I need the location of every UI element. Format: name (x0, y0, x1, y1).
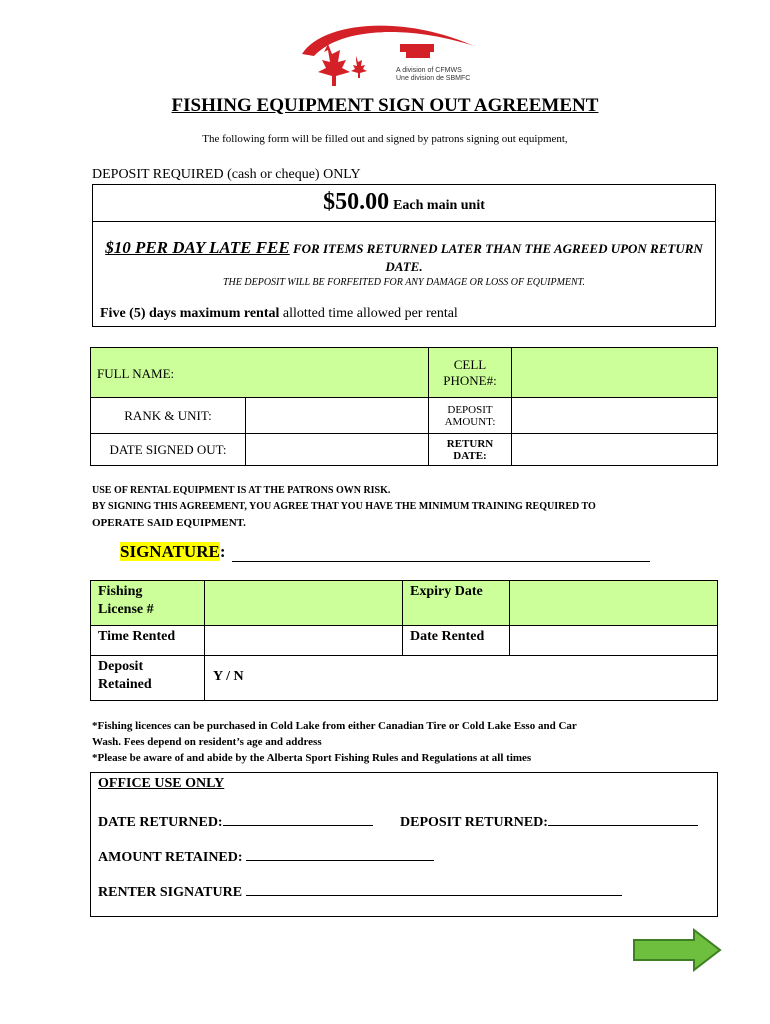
forfeit-notice: THE DEPOSIT WILL BE FORFEITED FOR ANY DAMAGE OR LOSS OF EQUIPMENT. (222, 277, 586, 288)
full-name-label: FULL NAME: (91, 348, 429, 398)
office-heading: OFFICE USE ONLY (98, 776, 225, 791)
renter-signature-label: RENTER SIGNATURE (98, 885, 243, 900)
expiry-date-label: Expiry Date (403, 581, 510, 626)
yes-no-value: Y / N (213, 669, 244, 684)
late-fee (103, 239, 705, 276)
deposit-required-label: DEPOSIT REQUIRED (cash or cheque) ONLY (92, 167, 361, 182)
arrow-right-icon[interactable] (632, 928, 724, 972)
date-signed-out-field[interactable] (246, 434, 429, 466)
license-table (90, 580, 718, 701)
rank-unit-field[interactable] (246, 398, 429, 434)
cfmws-logo (292, 16, 482, 88)
return-date-label: RETURN DATE: (429, 434, 512, 466)
late-fee-text: FOR ITEMS RETURNED LATER THAN THE AGREED UPON RETURN DATE. (292, 241, 703, 274)
deposit-retained-field[interactable] (205, 656, 718, 701)
time-rented-label: Time Rented (91, 626, 205, 656)
signature-label: SIGNATURE: (120, 542, 226, 561)
office-use-box (90, 772, 718, 917)
deposit-amount (93, 189, 715, 216)
deposit-retained-label: Deposit Retained (91, 656, 205, 701)
date-returned-row (98, 812, 373, 831)
expiry-date-field[interactable] (510, 581, 718, 626)
cell-phone-field[interactable] (512, 348, 718, 398)
late-fee-amount: $10 PER DAY LATE FEE (105, 238, 290, 257)
rental-period (100, 306, 458, 322)
date-rented-field[interactable] (510, 626, 718, 656)
deposit-returned-row (400, 812, 698, 831)
deposit-box (92, 184, 716, 327)
deposit-amount-field[interactable] (512, 398, 718, 434)
date-signed-out-label: DATE SIGNED OUT: (91, 434, 246, 466)
note-line-1: *Fishing licences can be purchased in Cold Lake from either Canadian Tire or Cold Lake Esso and Car (92, 720, 577, 732)
rental-rest: allotted time allowed per rental (282, 306, 458, 321)
rental-bold: Five (5) days maximum rental (100, 306, 280, 321)
risk-notice (92, 483, 596, 531)
fishing-license-label: Fishing License # (91, 581, 205, 626)
risk-line-3: OPERATE SAID EQUIPMENT. (92, 517, 246, 529)
signature-field[interactable] (232, 561, 650, 562)
license-notes (92, 718, 577, 766)
note-line-2: Wash. Fees depend on resident’s age and address (92, 736, 322, 748)
logo-text-1: A division of CFMWS (396, 67, 462, 74)
amount-value: $50.00 (323, 189, 390, 215)
date-returned-field[interactable] (223, 812, 373, 826)
logo-text-2: Une division de SBMFC (396, 75, 471, 82)
fishing-license-field[interactable] (205, 581, 403, 626)
deposit-amount-label: DEPOSIT AMOUNT: (429, 398, 512, 434)
amount-retained-row (98, 847, 434, 866)
renter-info-table (90, 347, 718, 466)
time-rented-field[interactable] (205, 626, 403, 656)
deposit-returned-label: DEPOSIT RETURNED: (400, 815, 548, 830)
renter-signature-field[interactable] (246, 882, 622, 896)
renter-signature-row (98, 882, 622, 901)
return-date-field[interactable] (512, 434, 718, 466)
date-rented-label: Date Rented (403, 626, 510, 656)
divider (93, 221, 715, 222)
cell-phone-label: CELL PHONE#: (429, 348, 512, 398)
risk-line-2: BY SIGNING THIS AGREEMENT, YOU AGREE THAT YOU HAVE THE MINIMUM TRAINING REQUIRED TO (92, 501, 596, 512)
amount-retained-label: AMOUNT RETAINED: (98, 850, 243, 865)
risk-line-1: USE OF RENTAL EQUIPMENT IS AT THE PATRONS OWN RISK. (92, 485, 391, 496)
subtitle: The following form will be filled out and signed by patrons signing out equipment, (202, 133, 568, 145)
amount-note: Each main unit (393, 198, 485, 213)
title-text: FISHING EQUIPMENT SIGN OUT AGREEMENT (171, 95, 599, 116)
page-title (0, 95, 770, 117)
note-line-3: *Please be aware of and abide by the Alberta Sport Fishing Rules and Regulations at all times (92, 752, 532, 764)
date-returned-label: DATE RETURNED: (98, 815, 223, 830)
rank-unit-label: RANK & UNIT: (91, 398, 246, 434)
deposit-returned-field[interactable] (548, 812, 698, 826)
amount-retained-field[interactable] (246, 847, 434, 861)
